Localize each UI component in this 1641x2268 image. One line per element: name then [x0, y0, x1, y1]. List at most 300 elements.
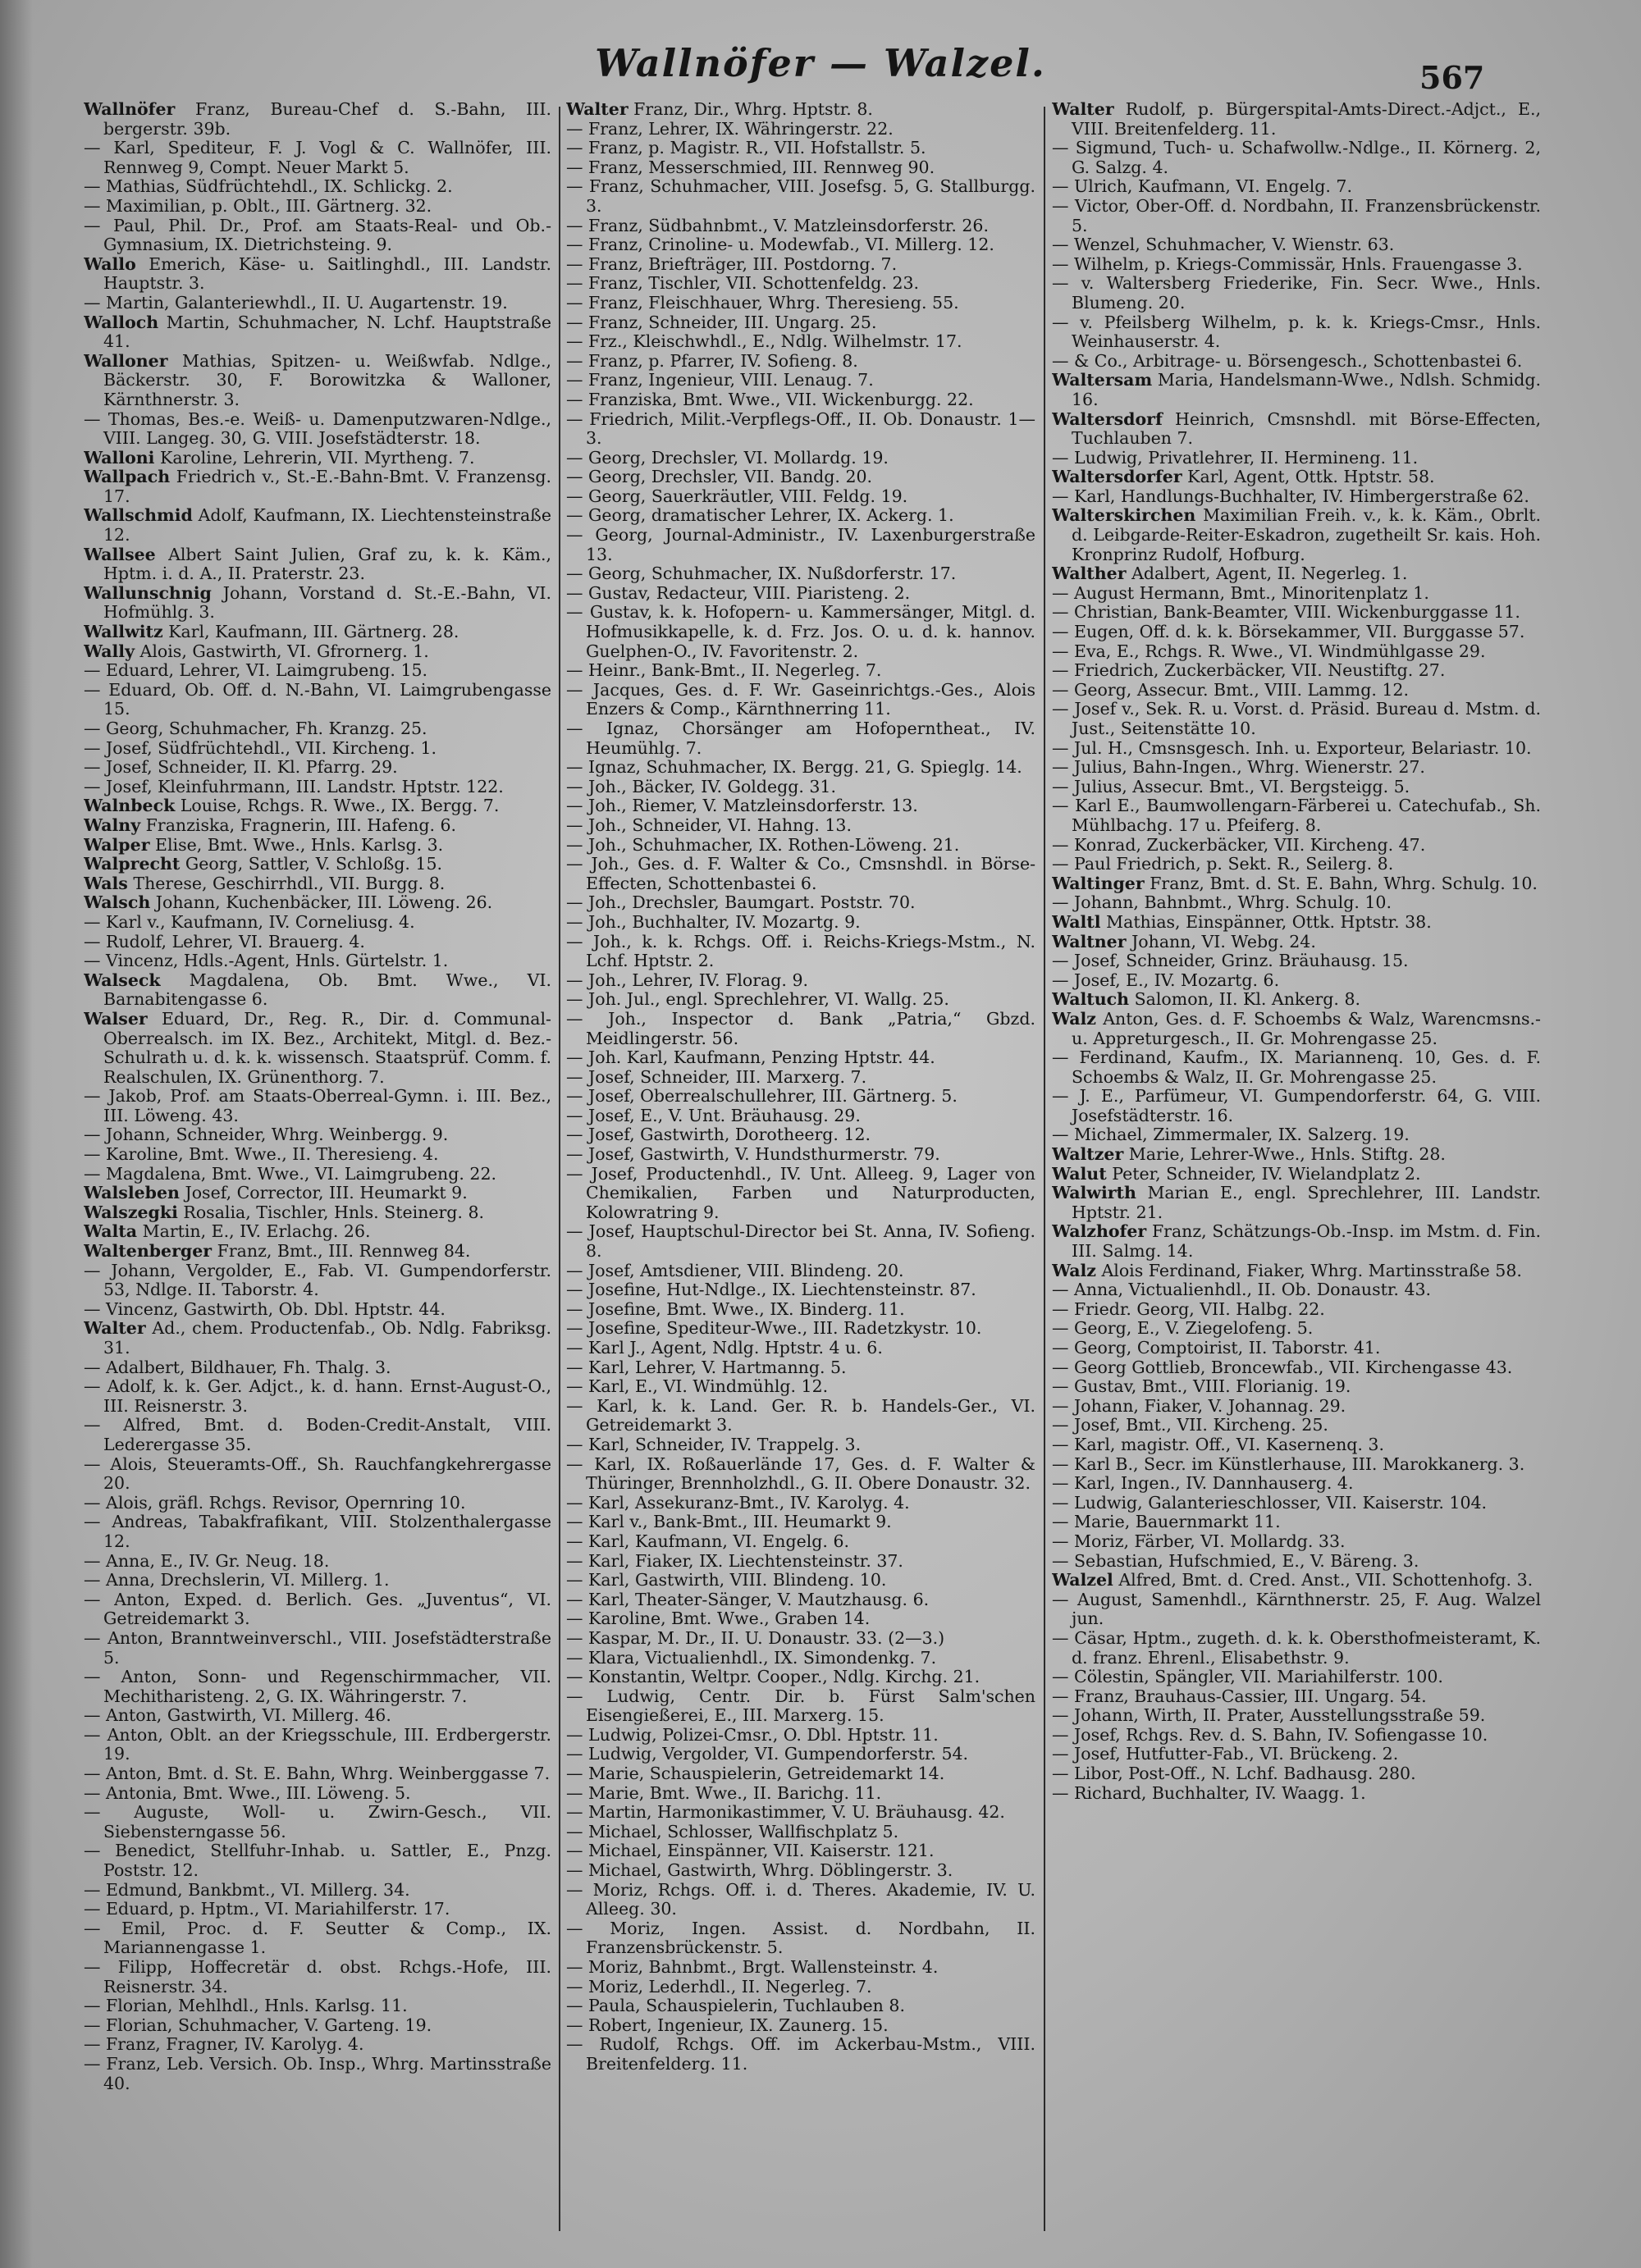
- page-header-title: Wallnöfer — Walzel.: [595, 41, 1046, 85]
- entry-surname: Walny: [84, 815, 141, 835]
- entry-text: — Karoline, Bmt. Wwe., II. Theresieng. 4.: [84, 1144, 439, 1165]
- entry-text: — Franz, Südbahnbmt., V. Matzleinsdorferstr. 26.: [566, 215, 989, 235]
- directory-entry: [566, 1262, 1035, 1281]
- directory-entry: [566, 1358, 1035, 1378]
- entry-text: — Robert, Ingenieur, IX. Zaunerg. 15.: [566, 2015, 889, 2035]
- directory-entry: [84, 855, 551, 874]
- entry-surname: Wallunschnig: [84, 582, 212, 603]
- entry-text: — Josef, E., IV. Mozartg. 6.: [1052, 970, 1280, 990]
- directory-entry: [1052, 1668, 1541, 1687]
- entry-surname: Walsch: [84, 892, 151, 913]
- entry-text: Emerich, Käse- u. Saitlinghdl., III. Landstr. Hauptstr. 3.: [103, 253, 551, 294]
- entry-surname: Walper: [84, 834, 150, 855]
- entry-text: — Julius, Bahn-Ingen., Whrg. Wienerstr. 27.: [1052, 757, 1425, 778]
- directory-entry: [566, 1397, 1035, 1435]
- directory-entry: [1052, 1571, 1541, 1590]
- directory-entry: [566, 1861, 1035, 1881]
- entry-text: — Josefine, Hut-Ndlge., IX. Liechtensteinstr. 87.: [566, 1280, 976, 1300]
- directory-entry: [84, 1706, 551, 1726]
- entry-text: — Paul, Phil. Dr., Prof. am Staats-Real- und Ob.-Gymnasium, IX. Dietrichsteing. 9.: [84, 215, 551, 255]
- entry-surname: Walta: [84, 1221, 138, 1242]
- entry-text: — Christian, Bank-Beamter, VIII. Wickenburggasse 11.: [1052, 602, 1520, 623]
- directory-entry: [84, 1416, 551, 1454]
- directory-entry: [84, 1494, 551, 1513]
- directory-entry: [84, 913, 551, 933]
- directory-entry: [566, 971, 1035, 991]
- entry-text: — Karl, Fiaker, IX. Liechtensteinstr. 37.: [566, 1550, 903, 1571]
- directory-entry: [1052, 739, 1541, 759]
- entry-text: Mathias, Einspänner, Ottk. Hptstr. 38.: [1106, 911, 1432, 932]
- directory-entry: [1052, 1087, 1541, 1125]
- directory-entry: [1052, 410, 1541, 449]
- entry-surname: Wallpach: [84, 467, 171, 487]
- directory-entry: [566, 1919, 1035, 1958]
- entry-text: — Josef, Schneider, Grinz. Bräuhausg. 15.: [1052, 951, 1409, 971]
- directory-entry: [566, 235, 1035, 255]
- entry-text: — Moriz, Rchgs. Off. i. d. Theres. Akademie, IV. U. Alleeg. 30.: [566, 1879, 1035, 1919]
- directory-entry: [1052, 1590, 1541, 1629]
- directory-entry: [84, 681, 551, 719]
- directory-entry: [84, 1165, 551, 1184]
- entry-text: — Konstantin, Weltpr. Cooper., Ndlg. Kirchg. 21.: [566, 1667, 980, 1687]
- entry-text: — Ludwig, Centr. Dir. b. Fürst Salm'schen Eisengießerei, E., III. Marxerg. 15.: [566, 1686, 1035, 1726]
- entry-text: — Wilhelm, p. Kriegs-Commissär, Hnls. Frauengasse 3.: [1052, 253, 1523, 274]
- directory-entry: [1052, 1319, 1541, 1339]
- entry-surname: Waltersdorfer: [1052, 467, 1182, 487]
- entry-text: — Franz, Messerschmied, III. Rennweg 90.: [566, 157, 935, 177]
- entry-text: — Klara, Victualienhdl., IX. Simondenkg. 7.: [566, 1647, 937, 1668]
- directory-entry: [566, 177, 1035, 216]
- directory-entry: [1052, 933, 1541, 952]
- directory-entry: [566, 100, 1035, 120]
- entry-text: — Vincenz, Gastwirth, Ob. Dbl. Hptstr. 44.: [84, 1298, 446, 1319]
- directory-entry: [566, 836, 1035, 856]
- entry-text: — Karl J., Agent, Ndlg. Hptstr. 4 u. 6.: [566, 1338, 883, 1358]
- entry-text: Adolf, Kaufmann, IX. Liechtensteinstraße 12.: [103, 505, 551, 545]
- column-1: [84, 100, 551, 2249]
- entry-surname: Waltuch: [1052, 989, 1130, 1010]
- entry-text: — Josef, Productenhdl., IV. Unt. Alleeg. 9, Lager von Chemikalien, Farben und Naturproducten, Kolowratring 9.: [566, 1163, 1035, 1222]
- directory-entry: [1052, 1435, 1541, 1455]
- entry-text: — Florian, Schuhmacher, V. Garteng. 19.: [84, 2015, 432, 2035]
- entry-text: Martin, E., IV. Erlachg. 26.: [142, 1221, 371, 1242]
- entry-text: — Johann, Wirth, II. Prater, Ausstellungsstraße 59.: [1052, 1705, 1486, 1726]
- entry-text: — Karl E., Baumwollengarn-Färberei u. Catechufab., Sh. Mühlbachg. 17 u. Pfeiferg. 8.: [1052, 796, 1541, 835]
- entry-text: — Joh., Drechsler, Baumgart. Poststr. 70.: [566, 892, 916, 913]
- directory-entry: [1052, 1687, 1541, 1707]
- entry-surname: Wallo: [84, 253, 136, 274]
- directory-entry: [566, 1745, 1035, 1764]
- directory-entry: [84, 100, 551, 139]
- directory-entry: [566, 1590, 1035, 1610]
- entry-text: Albert Saint Julien, Graf zu, k. k. Käm., Hptm. i. d. A., II. Praterstr. 23.: [103, 544, 551, 584]
- directory-entry: [566, 1726, 1035, 1745]
- entry-text: — Joh. Jul., engl. Sprechlehrer, VI. Wallg. 25.: [566, 989, 949, 1010]
- entry-text: — Josef, Schneider, III. Marxerg. 7.: [566, 1066, 867, 1087]
- entry-text: — Karl, k. k. Land. Ger. R. b. Handels-Ger., VI. Getreidemarkt 3.: [566, 1395, 1035, 1435]
- directory-entry: [566, 1649, 1035, 1668]
- directory-entry: [1052, 1222, 1541, 1261]
- entry-text: — Gustav, k. k. Hofopern- u. Kammersänger, Mitgl. d. Hofmusikkapelle, k. d. Frz. Jos. O. u. d. k. hannov. Guelphen-O., IV. Favoritenstr. 2.: [566, 602, 1035, 661]
- directory-entry: [1052, 100, 1541, 139]
- entry-text: — Franz, Ingenieur, VIII. Lenaug. 7.: [566, 370, 874, 390]
- entry-text: — Ignaz, Schuhmacher, IX. Bergg. 21, G. Spieglg. 14.: [566, 757, 1022, 778]
- entry-text: — Franz, Crinoline- u. Modewfab., VI. Millerg. 12.: [566, 235, 994, 255]
- entry-text: Alois, Gastwirth, VI. Gfrornerg. 1.: [139, 641, 429, 661]
- entry-text: — Cölestin, Spängler, VII. Mariahilferstr. 100.: [1052, 1667, 1443, 1687]
- entry-text: — Johann, Vergolder, E., Fab. VI. Gumpendorferstr. 53, Ndlge. II. Taborstr. 4.: [84, 1260, 551, 1300]
- entry-text: — Franz, Briefträger, III. Postdorng. 7.: [566, 253, 898, 274]
- entry-text: Ad., chem. Productenfab., Ob. Ndlg. Fabriksg. 31.: [103, 1318, 551, 1358]
- entry-text: — Georg, Assecur. Bmt., VIII. Lammg. 12.: [1052, 679, 1409, 700]
- entry-text: Franz, Bureau-Chef d. S.-Bahn, III. bergerstr. 39b.: [103, 100, 551, 139]
- entry-text: — Georg, Schuhmacher, IX. Nußdorferstr. 17.: [566, 564, 957, 584]
- entry-text: Josef, Corrector, III. Heumarkt 9.: [185, 1183, 468, 1203]
- directory-entry: [1052, 1494, 1541, 1513]
- directory-entry: [566, 1532, 1035, 1552]
- directory-entry: [566, 1339, 1035, 1358]
- directory-entry: [1052, 1764, 1541, 1784]
- entry-text: Franz, Dir., Whrg. Hptstr. 8.: [633, 100, 873, 119]
- entry-surname: Walter: [566, 100, 629, 119]
- entry-text: — Johann, Bahnbmt., Whrg. Schulg. 10.: [1052, 892, 1392, 913]
- entry-text: — Anna, Drechslerin, VI. Millerg. 1.: [84, 1570, 390, 1590]
- directory-entry: [566, 778, 1035, 797]
- directory-entry: [84, 1996, 551, 2016]
- directory-entry: [84, 719, 551, 739]
- directory-entry: [566, 410, 1035, 449]
- entry-text: — Karl, IX. Roßauerlände 17, Ges. d. F. Walter & Thüringer, Brennholzhdl., G. II. Obere Donaustr. 32.: [566, 1453, 1035, 1494]
- entry-text: Marie, Lehrer-Wwe., Hnls. Stiftg. 28.: [1128, 1144, 1446, 1165]
- entry-surname: Walloch: [84, 312, 159, 332]
- entry-text: Magdalena, Ob. Bmt. Wwe., VI. Barnabitengasse 6.: [103, 970, 551, 1010]
- entry-text: — Victor, Ober-Off. d. Nordbahn, II. Franzensbrückenstr. 5.: [1052, 195, 1541, 235]
- directory-entry: [1052, 255, 1541, 275]
- directory-entry: [1052, 1339, 1541, 1358]
- entry-text: — Ferdinand, Kaufm., IX. Mariannenq. 10, Ges. d. F. Schoembs & Walz, II. Gr. Mohrengasse 25.: [1052, 1047, 1541, 1087]
- entry-text: — Friedr. Georg, VII. Halbg. 22.: [1052, 1298, 1325, 1319]
- directory-entry: [84, 1629, 551, 1668]
- entry-text: Karoline, Lehrerin, VII. Myrtheng. 7.: [160, 447, 475, 468]
- entry-surname: Walloner: [84, 350, 168, 371]
- column-2: [566, 100, 1035, 2249]
- directory-entry: [84, 1764, 551, 1784]
- directory-entry: [1052, 661, 1541, 681]
- directory-entry: [1052, 313, 1541, 352]
- column-3: [1052, 100, 1541, 2249]
- directory-entry: [566, 584, 1035, 604]
- directory-entry: [1052, 913, 1541, 933]
- directory-entry: [566, 1513, 1035, 1532]
- entry-text: Anton, Ges. d. F. Schoembs & Walz, Warencmsns.- u. Appreturgesch., II. Gr. Mohrengasse 25.: [1072, 1008, 1541, 1048]
- directory-entry: [1052, 371, 1541, 409]
- entry-surname: Walut: [1052, 1163, 1107, 1184]
- directory-entry: [1052, 951, 1541, 971]
- entry-text: — Adalbert, Bildhauer, Fh. Thalg. 3.: [84, 1357, 391, 1377]
- directory-entry: [1052, 874, 1541, 894]
- directory-entry: [84, 796, 551, 816]
- directory-entry: [84, 1184, 551, 1203]
- entry-text: — Marie, Bmt. Wwe., II. Barichg. 11.: [566, 1782, 882, 1803]
- directory-entry: [84, 1881, 551, 1901]
- entry-text: — Filipp, Hoffecretär d. obst. Rchgs.-Hofe, III. Reisnerstr. 34.: [84, 1957, 551, 1996]
- entry-text: — Franz, p. Pfarrer, IV. Sofieng. 8.: [566, 350, 858, 371]
- entry-surname: Walz: [1052, 1260, 1096, 1280]
- entry-text: — Edmund, Bankbmt., VI. Millerg. 34.: [84, 1879, 410, 1900]
- directory-entry: [84, 1841, 551, 1880]
- entry-text: — Anton, Sonn- und Regenschirmmacher, VII. Mechitharisteng. 2, G. IX. Währingerstr. 7.: [84, 1667, 551, 1706]
- entry-text: — Benedict, Stellfuhr-Inhab. u. Sattler, E., Pnzg. Poststr. 12.: [84, 1841, 551, 1881]
- entry-text: — Ludwig, Galanterieschlosser, VII. Kaiserstr. 104.: [1052, 1492, 1488, 1513]
- directory-entry: [566, 913, 1035, 933]
- directory-entry: [1052, 1474, 1541, 1494]
- directory-entry: [84, 1319, 551, 1358]
- directory-entry: [566, 1881, 1035, 1919]
- entry-text: — Franz, p. Magistr. R., VII. Hofstallstr. 5.: [566, 138, 926, 158]
- entry-text: — Sebastian, Hufschmied, E., V. Bäreng. 3.: [1052, 1550, 1419, 1571]
- entry-text: — Anna, E., IV. Gr. Neug. 18.: [84, 1550, 330, 1571]
- directory-entry: [1052, 1416, 1541, 1435]
- directory-entry: [1052, 197, 1541, 235]
- directory-entry: [566, 1280, 1035, 1300]
- entry-text: — Konrad, Zuckerbäcker, VII. Kircheng. 47.: [1052, 834, 1426, 855]
- entry-text: — Josef, Südfrüchtehdl., VII. Kircheng. 1.: [84, 737, 437, 758]
- entry-text: — Andreas, Tabakfrafikant, VIII. Stolzenthalergasse 12.: [84, 1512, 551, 1551]
- entry-text: — Anton, Gastwirth, VI. Millerg. 46.: [84, 1705, 391, 1726]
- directory-entry: [566, 158, 1035, 178]
- entry-text: — Georg, E., V. Ziegelofeng. 5.: [1052, 1318, 1314, 1339]
- entry-text: Maria, Handelsmann-Wwe., Ndlsh. Schmidg. 16.: [1072, 370, 1541, 409]
- page-edge-shadow: [0, 0, 33, 2268]
- entry-surname: Walprecht: [84, 854, 181, 874]
- entry-text: — Thomas, Bes.-e. Weiß- u. Damenputzwaren-Ndlge., VIII. Langeg. 30, G. VIII. Josefstädterstr. 18.: [84, 408, 551, 449]
- directory-entry: [84, 139, 551, 177]
- directory-entry: [566, 506, 1035, 526]
- directory-entry: [566, 1377, 1035, 1397]
- entry-text: — Franz, Fleischhauer, Whrg. Theresieng. 55.: [566, 292, 959, 313]
- entry-text: — Karl, Spediteur, F. J. Vogl & C. Wallnöfer, III. Rennweg 9, Compt. Neuer Markt 5.: [84, 138, 551, 177]
- directory-entry: [84, 545, 551, 584]
- entry-text: — Josef, Amtsdiener, VIII. Blindeng. 20.: [566, 1260, 904, 1280]
- entry-text: — Jul. H., Cmsnsgesch. Inh. u. Exporteur, Belariastr. 10.: [1052, 737, 1532, 758]
- entry-text: — Paula, Schauspielerin, Tuchlauben 8.: [566, 1996, 905, 2016]
- directory-entry: [84, 836, 551, 856]
- entry-text: — Adolf, k. k. Ger. Adjct., k. d. hann. Ernst-August-O., III. Reisnerstr. 3.: [84, 1376, 551, 1416]
- entry-text: — Martin, Galanteriewhdl., II. U. Augartenstr. 19.: [84, 292, 508, 313]
- directory-entry: [1052, 1184, 1541, 1222]
- directory-entry: [84, 1784, 551, 1804]
- directory-entry: [566, 217, 1035, 236]
- entry-surname: Walther: [1052, 564, 1127, 584]
- entry-text: Salomon, II. Kl. Ankerg. 8.: [1134, 989, 1360, 1010]
- directory-entry: [84, 874, 551, 894]
- entry-text: — Josef, Rchgs. Rev. d. S. Bahn, IV. Sofiengasse 10.: [1052, 1724, 1488, 1745]
- directory-entry: [566, 1455, 1035, 1494]
- directory-entry: [566, 681, 1035, 719]
- directory-entry: [84, 255, 551, 294]
- directory-entry: [1052, 681, 1541, 700]
- entry-text: — Ludwig, Polizei-Cmsr., O. Dbl. Hptstr. 11.: [566, 1724, 939, 1745]
- directory-entry: [566, 1996, 1035, 2016]
- directory-entry: [84, 1803, 551, 1841]
- directory-entry: [1052, 1377, 1541, 1397]
- entry-text: — J. E., Parfümeur, VI. Gumpendorferstr. 64, G. VIII. Josefstädterstr. 16.: [1052, 1086, 1541, 1125]
- entry-text: — Antonia, Bmt. Wwe., III. Löweng. 5.: [84, 1782, 411, 1803]
- directory-entry: [1052, 700, 1541, 738]
- entry-surname: Walser: [84, 1008, 148, 1029]
- entry-text: — Karl B., Secr. im Künstlerhause, III. Marokkanerg. 3.: [1052, 1453, 1525, 1474]
- entry-surname: Walzel: [1052, 1570, 1113, 1590]
- directory-entry: [84, 1300, 551, 1320]
- entry-text: Johann, Vorstand d. St.-E.-Bahn, VI. Hofmühlg. 3.: [103, 582, 551, 623]
- entry-text: Karl, Agent, Ottk. Hptstr. 58.: [1187, 467, 1435, 487]
- entry-surname: Waltenberger: [84, 1241, 213, 1262]
- entry-text: — Karoline, Bmt. Wwe., Graben 14.: [566, 1609, 871, 1629]
- directory-entry: [1052, 1010, 1541, 1048]
- directory-entry: [1052, 603, 1541, 623]
- entry-text: Franz, Schätzungs-Ob.-Insp. im Mstm. d. Fin. III. Salmg. 14.: [1072, 1221, 1541, 1262]
- directory-entry: [1052, 1300, 1541, 1320]
- directory-entry: [84, 313, 551, 352]
- entry-text: — Joh., Riemer, V. Matzleinsdorferstr. 13.: [566, 796, 918, 816]
- directory-entry: [84, 294, 551, 313]
- directory-entry: [566, 1571, 1035, 1590]
- entry-text: — Libor, Post-Off., N. Lchf. Badhausg. 280.: [1052, 1764, 1416, 1784]
- entry-text: — Georg, Comptoirist, II. Taborstr. 41.: [1052, 1338, 1381, 1358]
- directory-entry: [566, 1629, 1035, 1649]
- entry-text: — Franz, Schuhmacher, VIII. Josefsg. 5, G. Stallburgg. 3.: [566, 176, 1035, 216]
- entry-text: — Jakob, Prof. am Staats-Oberreal-Gymn. i. III. Bez., III. Löweng. 43.: [84, 1086, 551, 1125]
- directory-entry: [1052, 1048, 1541, 1087]
- directory-entry: [84, 1552, 551, 1572]
- entry-surname: Walzhofer: [1052, 1221, 1147, 1242]
- entry-text: Rudolf, p. Bürgerspital-Amts-Direct.-Adjct., E., VIII. Breitenfelderg. 11.: [1072, 100, 1541, 139]
- directory-entry: [566, 526, 1035, 564]
- directory-entry: [84, 1125, 551, 1145]
- directory-entry: [84, 177, 551, 197]
- entry-text: — Joh., Buchhalter, IV. Mozartg. 9.: [566, 911, 861, 932]
- entry-text: — Georg, dramatischer Lehrer, IX. Ackerg. 1.: [566, 505, 954, 526]
- directory-entry: [566, 1668, 1035, 1687]
- directory-entry: [566, 893, 1035, 913]
- entry-text: — Josef, Kleinfuhrmann, III. Landstr. Hptstr. 122.: [84, 776, 504, 796]
- entry-text: — Auguste, Woll- u. Zwirn-Gesch., VII. Siebensterngasse 56.: [84, 1802, 551, 1841]
- entry-text: Eduard, Dr., Reg. R., Dir. d. Communal-Oberrealsch. im IX. Bez., Architekt, Mitgl. d. Bez.-Schulrath u. d. k. k. wissensch. Staatsprüf. Comm. f. Realschulen, IX. Grünenthorg. 7.: [103, 1008, 551, 1087]
- directory-entry: [84, 1010, 551, 1087]
- directory-entry: [84, 758, 551, 778]
- entry-text: — Karl, Ingen., IV. Dannhauserg. 4.: [1052, 1473, 1354, 1494]
- directory-entry: [566, 352, 1035, 372]
- entry-text: — Cäsar, Hptm., zugeth. d. k. k. Obersthofmeisteramt, K. d. franz. Ehrenl., Elisabethstr. 9.: [1052, 1627, 1541, 1668]
- directory-entry: [566, 855, 1035, 893]
- directory-entry: [1052, 1397, 1541, 1417]
- directory-entry: [566, 1145, 1035, 1165]
- entry-text: Franz, Bmt. d. St. E. Bahn, Whrg. Schulg. 10.: [1150, 873, 1538, 893]
- directory-entry: [566, 332, 1035, 352]
- entry-text: — Josef, E., V. Unt. Bräuhausg. 29.: [566, 1105, 861, 1125]
- directory-entry: [84, 217, 551, 255]
- entry-surname: Walter: [1052, 100, 1114, 119]
- entry-text: — Josef, Gastwirth, Dorotheerg. 12.: [566, 1125, 871, 1145]
- entry-text: Franz, Bmt., III. Rennweg 84.: [217, 1241, 471, 1262]
- directory-entry: [1052, 1629, 1541, 1668]
- entry-text: — Karl, Theater-Sänger, V. Mautzhausg. 6.: [566, 1589, 930, 1609]
- directory-entry: [1052, 1552, 1541, 1572]
- entry-text: — Rudolf, Lehrer, VI. Brauerg. 4.: [84, 931, 365, 951]
- directory-entry: [84, 1087, 551, 1125]
- entry-text: — Karl, Assekuranz-Bmt., IV. Karolyg. 4.: [566, 1492, 910, 1513]
- directory-entry: [566, 1552, 1035, 1572]
- directory-entry: [1052, 855, 1541, 874]
- entry-text: — Eva, E., Rchgs. R. Wwe., VI. Windmühlgasse 29.: [1052, 641, 1486, 661]
- directory-entry: [84, 410, 551, 449]
- entry-text: — Frz., Kleischwhdl., E., Ndlg. Wilhelmstr. 17.: [566, 331, 962, 352]
- directory-entry: [1052, 758, 1541, 778]
- directory-entry: [566, 1087, 1035, 1107]
- entry-surname: Walszegki: [84, 1202, 178, 1222]
- directory-entry: [1052, 274, 1541, 313]
- directory-entry: [566, 1764, 1035, 1784]
- entry-text: — Johann, Schneider, Whrg. Weinbergg. 9.: [84, 1125, 449, 1145]
- entry-text: Karl, Kaufmann, III. Gärtnerg. 28.: [168, 622, 459, 642]
- directory-entry: [1052, 796, 1541, 835]
- directory-entry: [1052, 487, 1541, 507]
- entry-text: — Joh., Lehrer, IV. Florag. 9.: [566, 970, 808, 990]
- entry-text: — Karl, E., VI. Windmühlg. 12.: [566, 1376, 829, 1397]
- directory-entry: [1052, 1745, 1541, 1764]
- entry-text: — Josef, Hauptschul-Director bei St. Anna, IV. Sofieng. 8.: [566, 1221, 1035, 1262]
- entry-text: — Sigmund, Tuch- u. Schafwollw.-Ndlge., II. Körnerg. 2, G. Salzg. 4.: [1052, 138, 1541, 177]
- directory-entry: [566, 468, 1035, 487]
- entry-text: — Joh., Schuhmacher, IX. Rothen-Löweng. 21.: [566, 834, 960, 855]
- directory-entry: [566, 1107, 1035, 1126]
- directory-entry: [84, 584, 551, 623]
- entry-surname: Walterskirchen: [1052, 505, 1196, 526]
- directory-entry: [566, 933, 1035, 971]
- entry-text: — Alois, gräfl. Rchgs. Revisor, Opernring 10.: [84, 1492, 466, 1513]
- directory-entry: [84, 1377, 551, 1416]
- directory-entry: [84, 2035, 551, 2055]
- directory-entry: [1052, 506, 1541, 564]
- entry-text: — Ludwig, Privatlehrer, II. Hermineng. 11.: [1052, 447, 1419, 468]
- entry-surname: Waltersam: [1052, 370, 1153, 390]
- directory-entry: [566, 294, 1035, 313]
- entry-text: — Anna, Victualienhdl., II. Ob. Donaustr. 43.: [1052, 1280, 1432, 1300]
- directory-entry: [84, 893, 551, 913]
- entry-text: — Georg, Drechsler, VII. Bandg. 20.: [566, 467, 873, 487]
- entry-text: — Emil, Proc. d. F. Seutter & Comp., IX. Mariannengasse 1.: [84, 1918, 551, 1958]
- entry-text: Heinrich, Cmsnshdl. mit Börse-Effecten, Tuchlauben 7.: [1072, 408, 1541, 449]
- directory-entry: [1052, 564, 1541, 584]
- directory-entry: [1052, 1125, 1541, 1145]
- entry-text: — Eduard, Ob. Off. d. N.-Bahn, VI. Laimgrubengasse 15.: [84, 679, 551, 719]
- directory-entry: [566, 1010, 1035, 1048]
- entry-text: — Moriz, Bahnbmt., Brgt. Wallensteinstr. 4.: [566, 1957, 939, 1977]
- entry-text: — Julius, Assecur. Bmt., VI. Bergsteigg. 5.: [1052, 776, 1410, 796]
- entry-text: — August Hermann, Bmt., Minoritenplatz 1.: [1052, 582, 1429, 603]
- directory-entry: [566, 1222, 1035, 1261]
- directory-entry: [84, 623, 551, 642]
- entry-text: Adalbert, Agent, II. Negerleg. 1.: [1131, 564, 1408, 584]
- directory-entry: [566, 1494, 1035, 1513]
- entry-text: Johann, Kuchenbäcker, III. Löweng. 26.: [155, 892, 493, 913]
- directory-entry: [84, 739, 551, 759]
- entry-text: — Kaspar, M. Dr., II. U. Donaustr. 33. (2—3.): [566, 1627, 945, 1648]
- directory-entry: [84, 1262, 551, 1300]
- entry-text: Louise, Rchgs. R. Wwe., IX. Bergg. 7.: [180, 796, 500, 816]
- entry-text: — Eduard, p. Hptm., VI. Mariahilferstr. 17.: [84, 1899, 450, 1919]
- directory-entry: [84, 468, 551, 506]
